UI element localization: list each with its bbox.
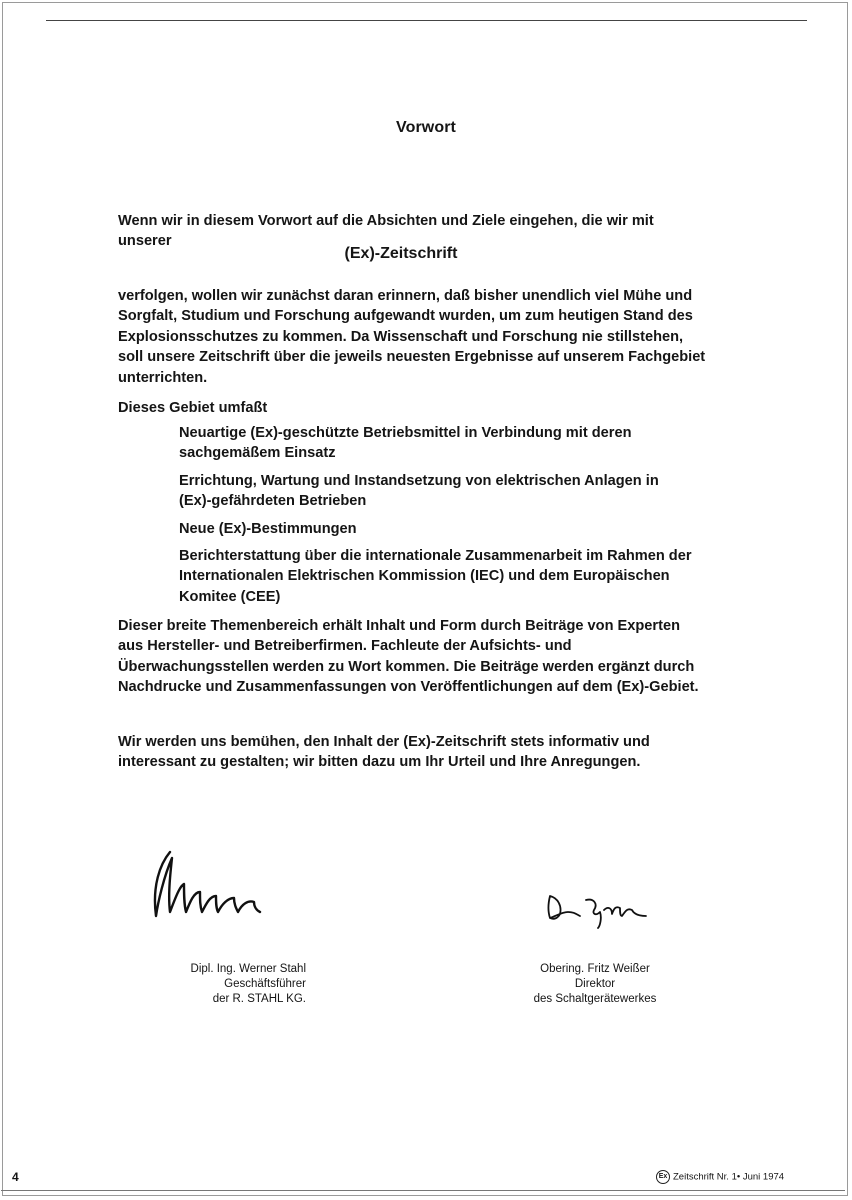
ex-logo-icon: Ex — [656, 1170, 670, 1184]
page-title: Vorwort — [396, 119, 456, 136]
paragraph-closing: Wir werden uns bemühen, den Inhalt der (Ex)-Zeitschrift stets informativ und interessant zu gestalten; wir bitten dazu um Ihr Urteil und Ihre Anregungen. — [118, 734, 650, 771]
bottom-rule — [1, 1190, 845, 1191]
intro-paragraph: Wenn wir in diesem Vorwort auf die Absichten und Ziele eingehen, die wir mit unserer — [118, 213, 654, 250]
scope-item: Errichtung, Wartung und Instandsetzung von elektrischen Anlagen in (Ex)-gefährdeten Betrieben — [179, 472, 659, 510]
page-number: 4 — [12, 1170, 19, 1184]
paragraph-contributions: Dieser breite Themenbereich erhält Inhalt und Form durch Beiträge von Experten aus Hersteller- und Betreiberfirmen. Fachleute der Aufsichts- und Überwachungsstellen werden zu Wort kommen. Die Beiträge werden ergänzt durch Nachdrucke und Zusammenfassungen von Veröffentlichungen auf dem (Ex)-Gebiet. — [118, 618, 699, 696]
footer-reference-text: Zeitschrift Nr. 1• Juni 1974 — [673, 1171, 785, 1183]
journal-name: (Ex)-Zeitschrift — [344, 245, 458, 262]
signatory-name: Dipl. Ing. Werner Stahl — [190, 963, 306, 975]
signature-weisser — [542, 890, 672, 930]
signatory-role: Direktor — [574, 978, 616, 990]
signatory-right — [490, 962, 700, 1007]
scope-label: Dieses Gebiet umfaßt — [118, 400, 268, 416]
signatory-org: der R. STAHL KG. — [212, 993, 306, 1005]
scope-item: Neue (Ex)-Bestimmungen — [179, 520, 357, 537]
top-rule — [46, 20, 807, 21]
signatory-role: Geschäftsführer — [224, 978, 306, 990]
scope-item: Neuartige (Ex)-geschützte Betriebsmittel in Verbindung mit deren sachgemäßem Einsatz — [179, 425, 632, 462]
scope-item: Berichterstattung über die internationale Zusammenarbeit im Rahmen der Internationalen Elektrischen Kommission (IEC) und dem Europäischen Komitee (CEE) — [179, 548, 692, 605]
signatory-left — [108, 962, 306, 1007]
scope-list — [179, 423, 695, 614]
signature-stahl — [148, 846, 270, 926]
paragraph-history: verfolgen, wollen wir zunächst daran erinnern, daß bisher unendlich viel Mühe und Sorgfalt, Studium und Forschung aufgewandt wurden, um zum heutigen Stand des Explosionsschutzes zu kommen. Da Wissenschaft und Forschung nie stillstehen, soll unsere Zeitschrift über die jeweils neuesten Ergebnisse auf unserem Fachgebiet unterrichten. — [118, 288, 706, 386]
signatory-name: Obering. Fritz Weißer — [540, 963, 650, 975]
footer-reference — [656, 1170, 784, 1184]
signatory-org: des Schaltgerätewerkes — [533, 993, 657, 1005]
